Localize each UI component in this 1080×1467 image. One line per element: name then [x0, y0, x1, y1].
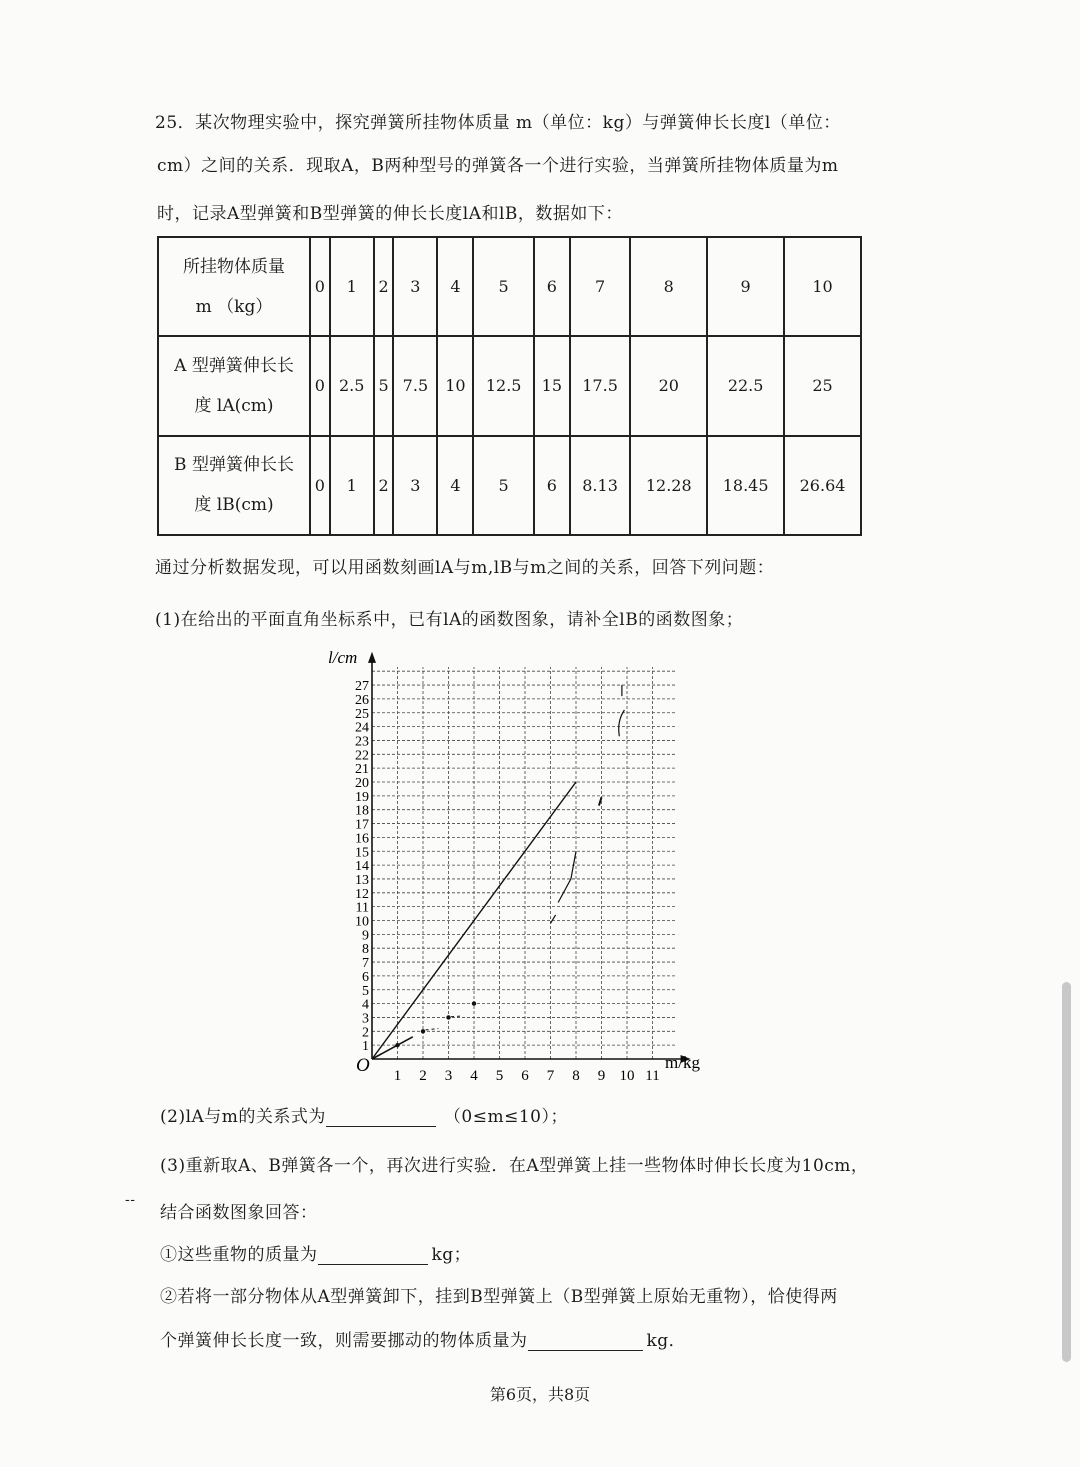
lb-stroke	[619, 710, 625, 736]
table-cell: 5	[374, 336, 394, 435]
table-cell: 6	[534, 436, 570, 535]
table-cell: 2	[374, 237, 394, 336]
y-tick-label: 11	[355, 900, 369, 916]
axes	[368, 652, 691, 1063]
y-tick-label: 6	[362, 969, 369, 985]
lb-dash	[426, 1029, 439, 1030]
y-tick-label: 22	[355, 748, 369, 764]
row-header-mass	[158, 237, 310, 336]
y-tick-label: 27	[355, 679, 369, 695]
y-tick-label: 16	[355, 831, 369, 847]
data-table	[157, 236, 862, 536]
table-cell: 1	[330, 237, 374, 336]
x-tick-label: 5	[495, 1068, 504, 1084]
table-cell: 3	[393, 237, 437, 336]
question-line-3: 时，记录A型弹簧和B型弹簧的伸长长度lA和lB，数据如下：	[157, 204, 623, 224]
table-cell: 8	[630, 237, 707, 336]
lb-point	[421, 1029, 425, 1033]
table-cell: 5	[473, 436, 533, 535]
row-header-line: 所挂物体质量	[183, 256, 285, 277]
table-cell: 20	[630, 336, 707, 435]
x-tick-label: 11	[645, 1068, 660, 1084]
table-cell: 4	[437, 237, 473, 336]
lb-point	[446, 1015, 450, 1019]
answer-blank-3-2[interactable]	[528, 1332, 643, 1351]
sub1-prefix: ①这些重物的质量为	[160, 1245, 318, 1265]
page-footer: 第6页，共8页	[489, 1385, 591, 1404]
lb-point	[472, 1001, 476, 1005]
lb-point	[395, 1043, 399, 1047]
x-axis-label: m/kg	[665, 1053, 700, 1072]
table-cell: 0	[310, 436, 330, 535]
y-tick-label: 14	[355, 859, 369, 875]
y-tick-label: 21	[355, 762, 369, 778]
table-cell: 7.5	[393, 336, 437, 435]
table-cell: 17.5	[570, 336, 630, 435]
y-tick-label: 7	[362, 956, 369, 972]
part1-text: (1)在给出的平面直角坐标系中，已有lA的函数图象，请补全lB的函数图象；	[155, 610, 744, 630]
x-tick-label: 7	[546, 1068, 555, 1084]
lb-dash	[451, 1016, 461, 1017]
x-tick-label: 8	[572, 1068, 580, 1084]
y-tick-label: 10	[355, 914, 369, 930]
part3-sub1	[160, 1240, 471, 1265]
table-cell: 6	[534, 237, 570, 336]
part2-prefix: (2)lA与m的关系式为	[160, 1107, 326, 1127]
y-tick-label: 19	[355, 789, 369, 805]
row-header-line: m （kg）	[195, 296, 273, 317]
row-header-la	[158, 336, 310, 435]
x-tick-label: 4	[470, 1068, 478, 1084]
table-cell: 5	[473, 237, 533, 336]
x-tick-label: 9	[597, 1068, 606, 1084]
table-row-lb	[158, 436, 861, 535]
table-cell: 12.5	[473, 336, 533, 435]
scrollbar[interactable]	[1062, 982, 1071, 1362]
table-cell: 8.13	[570, 436, 630, 535]
y-tick-label: 23	[355, 734, 369, 750]
row-header-lb	[158, 436, 310, 535]
table-cell: 15	[534, 336, 570, 435]
part2-line	[160, 1102, 568, 1127]
table-cell: 1	[330, 436, 374, 535]
table-cell: 22.5	[707, 336, 784, 435]
row-header-line: B 型弹簧伸长长	[174, 455, 294, 476]
x-tick-label: 1	[393, 1068, 402, 1084]
answer-blank-2[interactable]	[326, 1108, 436, 1127]
y-axis-arrow	[368, 652, 376, 663]
x-tick-label: 3	[444, 1068, 453, 1084]
part3-sub2-line2	[160, 1326, 686, 1351]
table-cell: 10	[784, 237, 861, 336]
part3-line-1: (3)重新取A、B弹簧各一个，再次进行实验．在A型弹簧上挂一些物体时伸长长度为10cm，	[160, 1156, 869, 1176]
table-cell: 2.5	[330, 336, 374, 435]
lb-stroke	[551, 851, 577, 923]
table-row-mass	[158, 237, 861, 336]
y-tick-label: 1	[362, 1039, 369, 1055]
part2-suffix: （0≤m≤10）；	[443, 1107, 568, 1127]
tick-labels	[355, 679, 660, 1084]
row-header-line: 度 lA(cm)	[194, 395, 274, 416]
y-axis-label: l/cm	[328, 648, 358, 667]
table-cell: 4	[437, 436, 473, 535]
x-tick-label: 10	[619, 1068, 635, 1084]
question-line-1: 25．某次物理实验中，探究弹簧所挂物体质量 m（单位：kg）与弹簧伸长长度l（单位：	[155, 113, 841, 133]
lb-segment	[372, 1037, 413, 1059]
table-cell: 18.45	[707, 436, 784, 535]
coordinate-graph	[320, 645, 720, 1084]
table-cell: 0	[310, 237, 330, 336]
table-cell: 26.64	[784, 436, 861, 535]
y-tick-label: 15	[355, 845, 369, 861]
x-tick-label: 2	[419, 1068, 427, 1084]
y-tick-label: 4	[362, 997, 369, 1013]
table-row-la	[158, 336, 861, 435]
table-cell: 10	[437, 336, 473, 435]
answer-blank-3-1[interactable]	[318, 1246, 428, 1265]
y-tick-label: 3	[362, 1011, 369, 1027]
table-cell: 9	[707, 237, 784, 336]
y-tick-label: 24	[355, 720, 369, 736]
sub2-suffix: kg．	[646, 1331, 687, 1351]
question-line-2: cm）之间的关系．现取A，B两种型号的弹簧各一个进行实验，当弹簧所挂物体质量为m	[157, 156, 839, 176]
y-tick-label: 18	[355, 803, 369, 819]
table-cell: 25	[784, 336, 861, 435]
y-tick-label: 25	[355, 706, 369, 722]
x-tick-label: 6	[521, 1068, 529, 1084]
y-tick-label: 12	[355, 886, 369, 902]
table-cell: 7	[570, 237, 630, 336]
row-header-line: 度 lB(cm)	[194, 495, 274, 516]
y-tick-label: 26	[355, 692, 369, 708]
y-tick-label: 5	[362, 983, 369, 999]
part3-sub2-line1: ②若将一部分物体从A型弹簧卸下，挂到B型弹簧上（B型弹簧上原始无重物），恰使得两	[160, 1287, 838, 1307]
y-tick-label: 9	[362, 928, 369, 944]
table-cell: 2	[374, 436, 394, 535]
y-tick-label: 8	[362, 942, 369, 958]
lb-stroke	[599, 797, 602, 805]
origin-label: O	[356, 1055, 370, 1076]
y-tick-label: 20	[355, 776, 369, 791]
y-tick-label: 2	[362, 1025, 369, 1041]
sub1-suffix: kg；	[431, 1245, 472, 1265]
y-tick-label: 17	[355, 817, 369, 833]
series	[372, 685, 624, 1059]
y-tick-label: 13	[355, 872, 369, 888]
sub2-prefix: 个弹簧伸长长度一致，则需要挪动的物体质量为	[160, 1331, 528, 1351]
grid	[372, 667, 675, 1059]
table-cell: 3	[393, 436, 437, 535]
analysis-text: 通过分析数据发现，可以用函数刻画lA与m,lB与m之间的关系，回答下列问题：	[155, 558, 775, 578]
table-cell: 12.28	[630, 436, 707, 535]
row-header-line: A 型弹簧伸长长	[174, 355, 294, 376]
margin-mark: --	[125, 1192, 136, 1208]
table-cell: 0	[310, 336, 330, 435]
part3-line-2: 结合函数图象回答：	[160, 1203, 318, 1223]
